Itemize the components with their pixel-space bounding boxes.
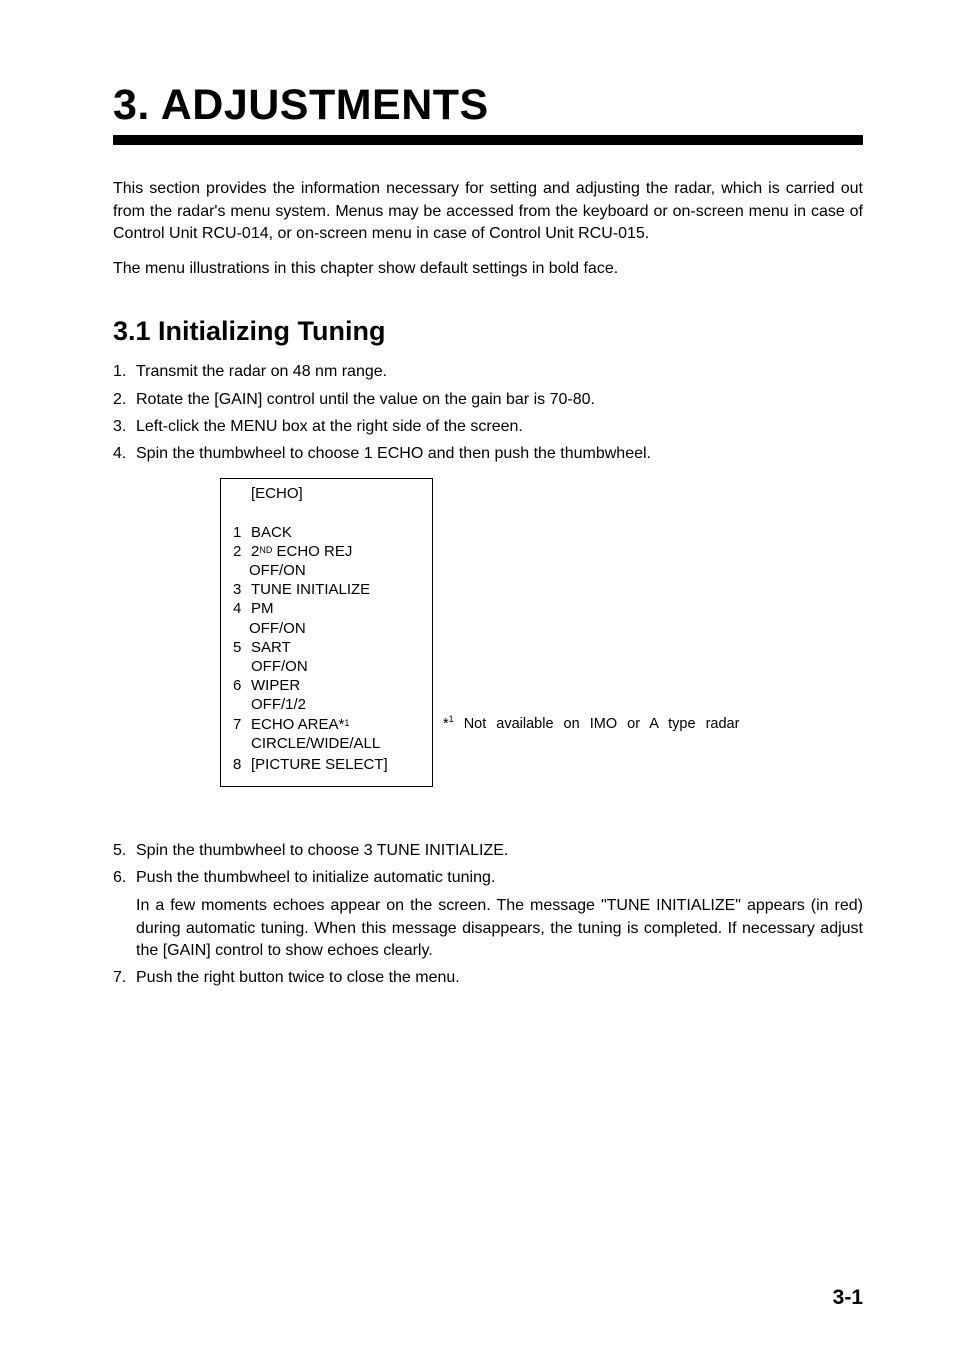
step-text: Spin the thumbwheel to choose 1 ECHO and then push the thumbwheel. xyxy=(136,445,651,462)
step-text: Spin the thumbwheel to choose 3 TUNE INITIALIZE. xyxy=(136,842,509,859)
menu-item-label: [PICTURE SELECT] xyxy=(251,756,388,773)
menu-item-number: 7 xyxy=(233,716,242,733)
step-text: Rotate the [GAIN] control until the value on the gain bar is 70-80. xyxy=(136,391,595,408)
step-number: 6. xyxy=(113,869,127,886)
step-number: 1. xyxy=(113,363,127,380)
intro-paragraph: This section provides the information necessary for setting and adjusting the radar, which is carried out from the radar's menu system. Menus may be accessed from the keyboard or on-screen menu in case of Control Unit RCU-014, or on-screen menu in case of Control Unit RCU-015. xyxy=(113,180,863,242)
footnote-marker-number: 1 xyxy=(448,714,454,724)
echo-menu-illustration xyxy=(220,478,433,787)
menu-item-options: OFF/ON xyxy=(249,620,306,637)
step-number: 3. xyxy=(113,418,127,435)
step-7 xyxy=(113,967,863,989)
section-title: 3.1 Initializing Tuning xyxy=(113,316,386,346)
echo-menu-title: [ECHO] xyxy=(251,485,303,502)
footnote xyxy=(443,716,739,732)
step-number: 7. xyxy=(113,969,127,986)
menu-item-options: CIRCLE/WIDE/ALL xyxy=(251,735,381,752)
step-5 xyxy=(113,840,863,862)
menu-item-options: OFF/1/2 xyxy=(251,696,307,713)
menu-item-number: 6 xyxy=(233,677,242,694)
footnote-reference: 1 xyxy=(344,718,350,728)
menu-item-label-post: ECHO REJ xyxy=(272,543,353,560)
chapter-title: 3. ADJUSTMENTS xyxy=(113,81,489,129)
menu-item-number: 1 xyxy=(233,524,242,541)
menu-item-label xyxy=(251,716,349,734)
menu-item-options: OFF/ON xyxy=(249,562,306,579)
step-text: Push the thumbwheel to initialize automatic tuning. xyxy=(136,869,496,886)
intro-paragraph-note: The menu illustrations in this chapter show default settings in bold face. xyxy=(113,260,619,277)
menu-item-label-superscript: ND xyxy=(259,545,273,555)
menu-item-number: 8 xyxy=(233,756,242,773)
step-text: Transmit the radar on 48 nm range. xyxy=(136,363,388,380)
step-4 xyxy=(113,443,863,465)
menu-item-label: PM xyxy=(251,600,274,617)
menu-item-options: OFF/ON xyxy=(251,658,308,675)
menu-item-number: 2 xyxy=(233,543,242,560)
step-1 xyxy=(113,361,863,383)
step-number: 2. xyxy=(113,391,127,408)
menu-item-label-pre: 2 xyxy=(251,543,260,560)
menu-item-label: WIPER xyxy=(251,677,301,694)
step-number: 5. xyxy=(113,842,127,859)
chapter-title-rule xyxy=(113,135,863,145)
menu-item-label: BACK xyxy=(251,524,292,541)
step-6 xyxy=(113,867,863,889)
page-number: 3-1 xyxy=(832,1286,863,1309)
footnote-text: Not available on IMO or A type radar xyxy=(463,716,740,732)
menu-item-number: 3 xyxy=(233,581,242,598)
menu-item-number: 5 xyxy=(233,639,242,656)
menu-item-label: TUNE INITIALIZE xyxy=(251,581,371,598)
menu-item-label xyxy=(251,543,352,561)
menu-item-label-text: ECHO AREA* xyxy=(251,716,345,733)
step-6-note: In a few moments echoes appear on the screen. The message "TUNE INITIALIZE" appears (in red) during automatic tuning. When this message disappears, the tuning is completed. If necessary adjust the [GAIN] control to show echoes clearly. xyxy=(136,897,863,959)
step-number: 4. xyxy=(113,445,127,462)
step-text: Push the right button twice to close the menu. xyxy=(136,969,460,986)
step-3 xyxy=(113,416,863,438)
menu-item-label: SART xyxy=(251,639,291,656)
step-text: Left-click the MENU box at the right side of the screen. xyxy=(136,418,523,435)
step-2 xyxy=(113,389,863,411)
footnote-marker: * xyxy=(443,716,449,732)
menu-item-number: 4 xyxy=(233,600,242,617)
